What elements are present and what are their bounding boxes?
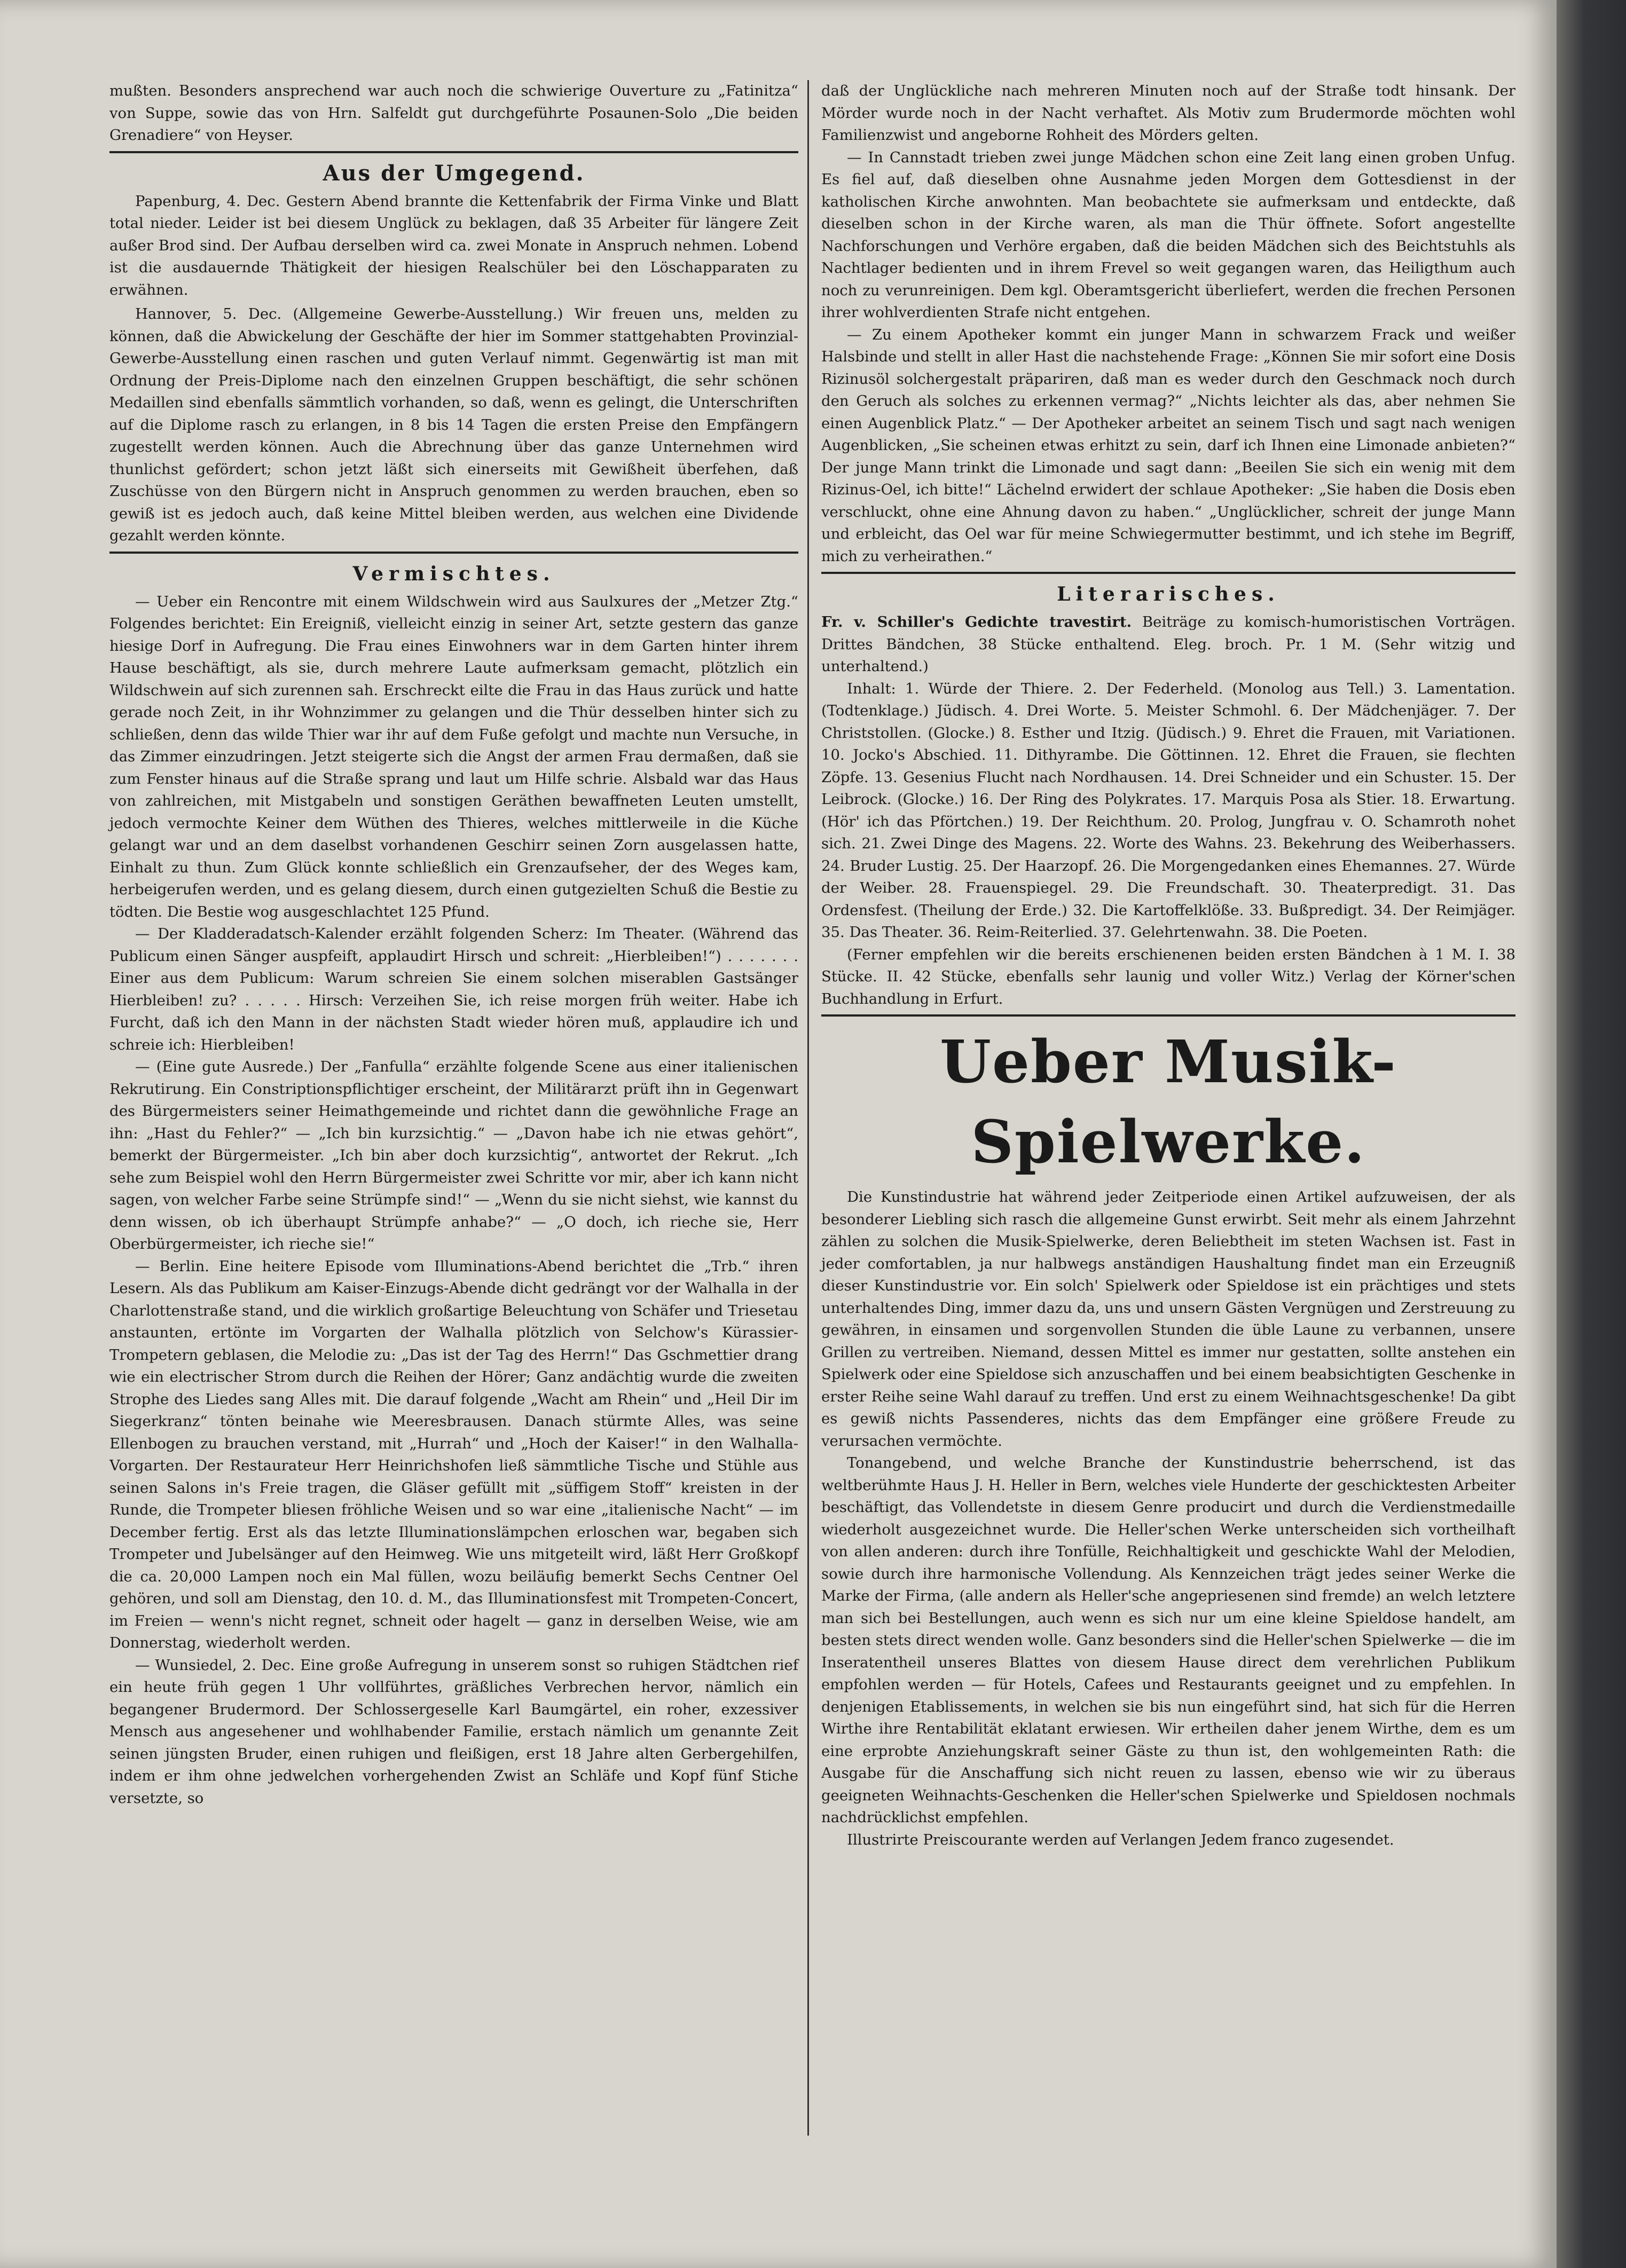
- apotheker-article: — Zu einem Apotheker kommt ein junger Mann in schwarzem Frack und weißer Halsbinde und stellt in aller Hast die nachstehende Frage: „Können Sie mir sofort eine Dosis Rizinusöl solchergestalt präpariren, daß man es weder durch den Geschmack noch durch den Geruch als solches zu erkennen vermag?“ „Nichts leichter als das, aber nehmen Sie einen Augenblick Platz.“ — Der Apotheker arbeitet an seinem Tisch und sagt nach wenigen Augenblicken, „Sie scheinen etwas erhitzt zu sein, darf ich Ihnen eine Limonade anbieten?“ Der junge Mann trinkt die Limonade und sagt dann: „Beeilen Sie sich ein wenig mit dem Rizinus-Oel, ich bitte!“ Lächelnd erwidert der schlaue Apotheker: „Sie haben die Dosis eben verschluckt, ohne eine Ahnung davon zu haben.“ „Unglücklicher, schreit der junge Mann und erbleicht, das Oel war für meine Schwiegermutter bestimmt, und ich stehe im Begriff, mich zu verheirathen.“: [821, 326, 1515, 565]
- wunsiedel-article: — Wunsiedel, 2. Dec. Eine große Aufregung in unserem sonst so ruhigen Städtchen rief ein heute früh gegen 1 Uhr vollführtes, gräßliches Verbrechen hervor, nämlich ein begangener Brudermord. Der Schlossergeselle Karl Baumgärtel, ein roher, exzessiver Mensch aus angesehener und wohlhabender Familie, erstach nämlich um genannte Zeit seinen jüngsten Bruder, einen ruhigen und fleißigen, erst 18 Jahre alten Gerbergehilfen, indem er ihm ohne jedwelchen vorhergehenden Zwist an Schläfe und Kopf fünf Stiche versetzte, so: [109, 1656, 798, 1807]
- musik-paragraph-1: Die Kunstindustrie hat während jeder Zeitperiode einen Artikel aufzuweisen, der als besonderer Liebling sich rasch die allgemeine Gunst erwirbt. Seit mehr als einem Jahrzehnt zählen zu solchen die Musik-Spielwerke, deren Beliebtheit im steten Wachsen ist. Fast in jeder comfortablen, ja nur halbwegs anständigen Haushaltung findet man ein Erzeugniß dieser Kunstindustrie vor. Ein solch' Spielwerk oder Spieldose ist ein prächtiges und stets unterhaltendes Ding, immer dazu da, uns und unsern Gästen Vergnügen und Zerstreuung zu gewähren, in einsamen und sorgenvollen Stunden die üble Laune zu verbannen, unsere Grillen zu vertreiben. Niemand, dessen Mittel es immer nur gestatten, sollte anstehen ein Spielwerk oder eine Spieldose sich anzuschaffen und bei einem beabsichtigten Geschenke in erster Reihe seine Wahl darauf zu treffen. Und erst zu einem Weihnachtsgeschenke! Da gibt es gewiß nichts Passenderes, nichts das dem Empfänger eine größere Freude zu verursachen vermöchte.: [821, 1188, 1515, 1450]
- schiller-review: [821, 611, 1515, 678]
- kladderadatsch-article: — Der Kladderadatsch-Kalender erzählt folgenden Scherz: Im Theater. (Während das Publicum einen Sänger auspfeift, applaudirt Hirsch und schreit: „Hierbleiben!“) . . . . . . . Einer aus dem Publicum: Warum schreien Sie einem solchen miserablen Gastsänger Hierbleiben! zu? . . . . . Hirsch: Verzeihen Sie, ich reise morgen früh weiter. Habe ich Furcht, daß ich den Mann in der nächsten Stadt wieder hören muß, applaudire ich und schreie ich: Hierbleiben!: [109, 925, 798, 1053]
- musik-paragraph-3: Illustrirte Preiscourante werden auf Verlangen Jedem franco zugesendet.: [847, 1831, 1394, 1848]
- section-divider: [821, 572, 1515, 574]
- wildschwein-article: — Ueber ein Rencontre mit einem Wildschwein wird aus Saulxures der „Metzer Ztg.“ Folgendes berichtet: Ein Ereigniß, vielleicht einzig in seiner Art, setzte gestern das ganze hiesige Dorf in Aufregung. Die Frau eines Einwohners war in dem Garten hinter ihrem Hause beschäftigt, als sie, durch mehrere Laute aufmerksam gemacht, plötzlich ein Wildschwein auf sich zurennen sah. Erschreckt eilte die Frau in das Haus zurück und hatte gerade noch Zeit, in ihr Wohnzimmer zu gelangen und die Thür desselben hinter sich zu schließen, denn das wilde Thier war ihr auf dem Fuße gefolgt und machte nun Versuche, in das Zimmer einzudringen. Jetzt steigerte sich die Angst der armen Frau dermaßen, daß sie zum Fenster hinaus auf die Straße sprang und laut um Hilfe schrie. Alsbald war das Haus von zahlreichen, mit Mistgabeln und sonstigen Geräthen bewaffneten Leuten umstellt, jedoch vermochte Keiner dem Wüthen des Thieres, welches mittlerweile in die Küche gelangt war und an dem daselbst vorhandenen Geschirr seinen Zorn ausgelassen hatte, Einhalt zu thun. Zum Glück konnte schließlich ein Grenzaufseher, der des Weges kam, herbeigerufen werden, und es gelang diesem, durch einen gutgezielten Schuß die Bestie zu tödten. Die Bestie wog ausgeschlachtet 125 Pfund.: [109, 593, 798, 920]
- hannover-article: Hannover, 5. Dec. (Allgemeine Gewerbe-Ausstellung.) Wir freuen uns, melden zu können, daß die Abwickelung der Geschäfte der hier im Sommer stattgehabten Provinzial-Gewerbe-Ausstellung einen raschen und guten Verlauf nimmt. Gegenwärtig ist man mit Ordnung der Preis-Diplome nach den einzelnen Gruppen beschäftigt, die sehr schönen Medaillen sind ebenfalls sämmtlich vorhanden, so daß, wenn es gelingt, die Unterschriften auf die Diplome rasch zu erlangen, in 8 bis 14 Tagen die ersten Preise den Empfängern zugestellt werden können. Auch die Abrechnung über das ganze Unternehmen wird thunlichst gefördert; schon jetzt läßt sich einerseits mit Gewißheit überfehen, daß Zuschüsse von den Bürgern nicht in Anspruch genommen zu werden brauchen, eben so gewiß ist es jedoch auch, daß keine Mittel bleiben werden, aus welchen eine Dividende gezahlt werden könnte.: [109, 305, 798, 544]
- musik-spielwerke-heading: Ueber Musik-Spielwerke.: [940, 1027, 1397, 1176]
- schiller-publisher-note: (Ferner empfehlen wir die bereits erschienenen beiden ersten Bändchen à 1 M. I. 38 Stücke. II. 42 Stücke, ebenfalls sehr launig und voller Witz.) Verlag der Körner'schen Buchhandlung in Erfurt.: [821, 946, 1515, 1007]
- schiller-book-intro: Beiträge zu komisch-humoristischen Vorträgen. Drittes Bändchen, 38 Stücke enthaltend. Eleg. broch. Pr. 1 M. (Sehr witzig und unterhaltend.): [821, 613, 1515, 675]
- ausrede-article: — (Eine gute Ausrede.) Der „Fanfulla“ erzählte folgende Scene aus einer italienischen Rekrutirung. Ein Constriptionspflichtiger erscheint, der Militärarzt prüft ihn in Gegenwart des Bürgermeisters seiner Heimathgemeinde und richtet dann die gewöhnliche Frage an ihn: „Hast du Fehler?“ — „Ich bin kurzsichtig.“ — „Davon habe ich nie etwas gehört“, bemerkt der Bürgermeister. „Ich bin aber doch kurzsichtig“, antwortet der Rekrut. „Ich sehe zum Beispiel wohl den Herrn Bürgermeister zwei Schritte vor mir, aber ich kann nicht sagen, von welcher Farbe seine Strümpfe sind!“ — „Wenn du sie nicht siehst, wie kannst du denn wissen, ob ich überhaupt Strümpfe anhabe?“ — „O doch, ich rieche sie, Herr Oberbürgermeister, ich rieche sie!“: [109, 1058, 798, 1253]
- umgegend-heading: Aus der Umgegend.: [323, 160, 585, 186]
- column-divider: [807, 80, 809, 2136]
- section-divider: [109, 552, 798, 554]
- page-binding-edge: [1557, 0, 1626, 2268]
- literarisches-heading: Literarisches.: [1057, 583, 1280, 605]
- schiller-book-title: Fr. v. Schiller's Gedichte travestirt.: [821, 613, 1132, 631]
- wunsiedel-continuation: daß der Unglückliche nach mehreren Minuten noch auf der Straße todt hinsank. Der Mörder wurde noch in der Nacht verhaftet. Als Motiv zum Brudermorde möchten wohl Familienzwist und angeborne Rohheit des Mörders gelten.: [821, 82, 1515, 144]
- musik-paragraph-2: Tonangebend, und welche Branche der Kunstindustrie beherrschend, ist das weltberühmte Haus J. H. Heller in Bern, welches viele Hunderte der geschicktesten Arbeiter beschäftigt, das Vollendetste in diesem Genre producirt und durch die Verdienstmedaille wiederholt ausgezeichnet wurde. Die Heller'schen Werke unterscheiden sich vortheilhaft von allen anderen: durch ihre Tonfülle, Reichhaltigkeit und geschickte Wahl der Melodien, sowie durch ihre harmonische Vollendung. Als Kennzeichen trägt jedes seiner Werke die Marke der Firma, (alle andern als Heller'sche angepriesenen sind fremde) an welch letztere man sich bei Bestellungen, auch wenn es sich nur um eine kleine Spieldose handelt, am besten stets direct wenden wolle. Ganz besonders sind die Heller'schen Spielwerke — die im Inseratentheil unseres Blattes von diesem Hause direct dem verehrlichen Publikum empfohlen werden — für Hotels, Cafees und Restaurants geeignet und zu empfehlen. In denjenigen Etablissements, in welchen sie bis nun eingeführt sind, hat sich für die Herren Wirthe ihre Rentabilität eklatant erwiesen. Wir ertheilen daher jenem Wirthe, dem es um eine erprobte Anziehungskraft seiner Gäste zu thun ist, den wohlgemeinten Rath: die Ausgabe für die Anschaffung sich nicht reuen zu lassen, ebenso wie wir zu überaus geeigneten Weihnachts-Geschenken die Heller'schen Spielwerke und Spieldosen nochmals nachdrücklichst empfehlen.: [821, 1454, 1515, 1826]
- berlin-article: — Berlin. Eine heitere Episode vom Illuminations-Abend berichtet die „Trb.“ ihren Lesern. Als das Publikum am Kaiser-Einzugs-Abende dicht gedrängt vor der Walhalla in der Charlottenstraße stand, und die wirklich großartige Beleuchtung von Schäfer und Triesetau anstaunten, ertönte im Vorgarten der Walhalla plötzlich von Selchow's Kürassier-Trompetern geblasen, die Melodie zu: „Das ist der Tag des Herrn!“ Das Gschmettier drang wie ein electrischer Strom durch die Reihen der Hörer; Ganz andächtig wurde die zweiten Strophe des Liedes sang Alles mit. Die darauf folgende „Wacht am Rhein“ und „Heil Dir im Siegerkranz“ tönten beinahe wie Meeresbrausen. Danach stürmte Alles, was seine Ellenbogen zu brauchen verstand, mit „Hurrah“ und „Hoch der Kaiser!“ in den Walhalla-Vorgarten. Der Restaurateur Herr Heinrichshofen ließ sämmtliche Tische und Stühle aus seinen Salons in's Freie tragen, die Gläser gefüllt mit „süffigem Stoff“ kreisten in der Runde, die Trompeter bliesen fröhliche Weisen und so war eine „italienische Nacht“ — im December fertig. Erst als das letzte Illuminationslämpchen erloschen war, begaben sich Trompeter und Jubelsänger auf den Heimweg. Wie uns mitgeteilt wird, läßt Herr Großkopf die ca. 20,000 Lampen noch ein Mal füllen, wozu beiläufig bemerkt Sechs Centner Oel gehören, und soll am Dienstag, den 10. d. M., das Illuminationsfest mit Trompeten-Concert, im Freien — wenn's nicht regnet, schneit oder hagelt — ganz in derselben Weise, wie am Donnerstag, wiederholt werden.: [109, 1257, 798, 1651]
- right-column: [821, 80, 1515, 1851]
- papenburg-article: Papenburg, 4. Dec. Gestern Abend brannte die Kettenfabrik der Firma Vinke und Blatt total nieder. Leider ist bei diesem Unglück zu beklagen, daß 35 Arbeiter für längere Zeit außer Brod sind. Der Aufbau derselben wird ca. zwei Monate in Anspruch nehmen. Lobend ist die ausdauernde Thätigkeit der hiesigen Realschüler bei den Löschapparaten zu erwähnen.: [109, 192, 798, 298]
- section-divider: [821, 1014, 1515, 1017]
- schiller-contents: Inhalt: 1. Würde der Thiere. 2. Der Federheld. (Monolog aus Tell.) 3. Lamentation. (Todtenklage.) Jüdisch. 4. Drei Worte. 5. Meister Schmohl. 6. Der Mädchenjäger. 7. Der Christstollen. (Glocke.) 8. Esther und Itzig. (Jüdisch.) 9. Ehret die Frauen, mit Variationen. 10. Jocko's Abschied. 11. Dithyrambe. Die Göttinnen. 12. Ehret die Frauen, sie flechten Zöpfe. 13. Gesenius Flucht nach Nordhausen. 14. Drei Schneider und ein Schuster. 15. Der Leibrock. (Glocke.) 16. Der Ring des Polykrates. 17. Marquis Posa als Stier. 18. Erwartung. (Hör' ich das Pförtchen.) 19. Der Reichthum. 20. Prolog, Jungfrau v. O. Schamroth nohet sich. 21. Zwei Dinge des Magens. 22. Worte des Wahns. 23. Bekehrung des Weiberhassers. 24. Bruder Lustig. 25. Der Haarzopf. 26. Die Morgengedanken eines Ehemannes. 27. Würde der Weiber. 28. Frauenspiegel. 29. Die Freundschaft. 30. Theaterpredigt. 31. Das Ordensfest. (Theilung der Erde.) 32. Die Kartoffelklöße. 33. Bußpredigt. 34. Der Reimjäger. 35. Das Theater. 36. Reim-Reiterlied. 37. Gelehrtenwahn. 38. Die Poeten.: [821, 680, 1515, 941]
- section-divider: [109, 151, 798, 153]
- concert-report-ending: mußten. Besonders ansprechend war auch noch die schwierige Ouverture zu „Fatinitza“ von Suppe, sowie das von Hrn. Salfeldt gut durchgeführte Posaunen-Solo „Die beiden Grenadiere“ von Heyser.: [109, 82, 798, 144]
- cannstadt-article: — In Cannstadt trieben zwei junge Mädchen schon eine Zeit lang einen groben Unfug. Es fiel auf, daß dieselben ohne Ausnahme jeden Morgen dem Gottesdienst in der katholischen Kirche anwohnten. Man beobachtete sie aufmerksam und entdeckte, daß dieselben schon in der Kirche waren, als man die Thür öffnete. Sofort angestellte Nachforschungen und Verhöre ergaben, daß die beiden Mädchen sich des Beichtstuhls als Nachtlager bedienten und in ihrem Frevel so weit gegangen waren, das Heiligthum auch noch zu verunreinigen. Dem kgl. Oberamtsgericht überliefert, werden die frechen Personen ihrer wohlverdienten Strafe nicht entgehen.: [821, 148, 1515, 321]
- vermischtes-heading: Vermischtes.: [352, 562, 555, 585]
- left-column: [109, 80, 798, 1809]
